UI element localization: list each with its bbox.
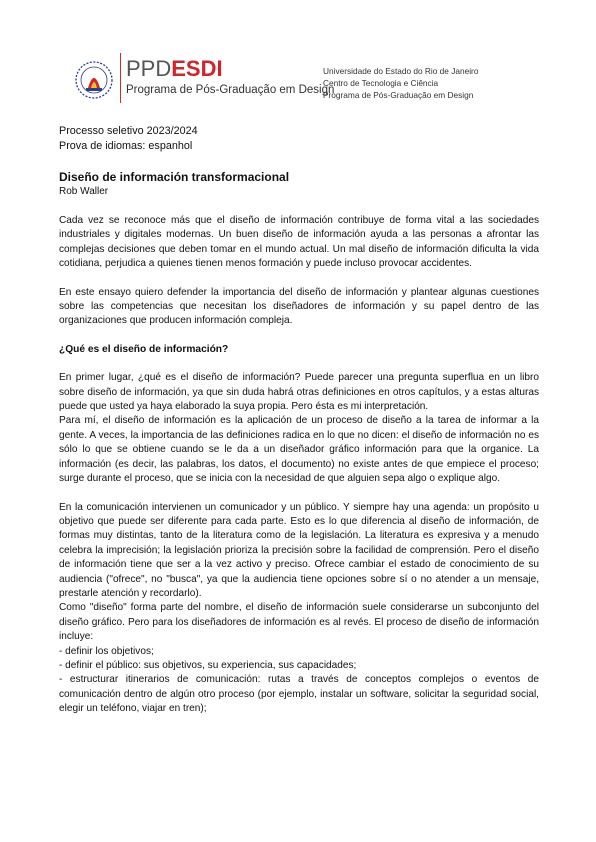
list-item: - definir el público: sus objetivos, su experiencia, sus capacidades; [59,659,357,671]
exam-process-line: Processo seletivo 2023/2024 [59,125,198,137]
logo-text-esdi: ESDI [171,56,223,81]
exam-language-line: Prova de idiomas: espanhol [59,140,193,152]
university-seal-icon [74,58,114,102]
section-heading: ¿Qué es el diseño de información? [59,343,229,355]
body-paragraph: En este ensayo quiero defender la importancia del diseño de información y plantear algunas cuestiones sobre las competencias que necesitan los diseñadores de información y su papel dentro de las organizaciones que producen información compleja. [59,286,539,327]
list-item: - estructurar itinerarios de comunicación: rutas a través de conceptos complejos o eventos de comunicación dentro de algún otro proceso (por ejemplo, instalar un software, solicitar la seguridad social, elegir un teléfono, viajar en tren); [59,674,539,715]
institution-line: Centro de Tecnologia e Ciência [323,78,439,88]
document-body [59,124,539,717]
program-logo [126,57,223,81]
body-paragraph: En primer lugar, ¿qué es el diseño de información? Puede parecer una pregunta superflua en un libro sobre diseño de información, ya que sin duda habrá otras definiciones en otros capítulos, y a estas alturas puede que usted ya haya elaborado la suya propia. Pero ésta es mi interpretación. [59,372,539,413]
program-tagline: Programa de Pós-Graduação em Design [126,84,335,96]
article-author: Rob Waller [59,186,109,197]
body-paragraph: En la comunicación intervienen un comunicador y un público. Y siempre hay una agenda: un propósito u objetivo que puede ser diferente para cada parte. Esto es lo que diferencia al diseño de información, de formas muy distintas, tanto de la literatura como de la legislación. La literatura es expresiva y a menudo celebra la imprecisión; la legislación prioriza la precisión sobre la facilidad de comprensión. Pero el diseño de información tiene que ser a la vez activo y preciso. Ofrece cambiar el estado de conocimiento de su audiencia ("ofrece", no "busca", ya que la audiencia tiene opciones sobre sí o no atender a un mensaje, prestarle atención y recordarlo). [59,501,539,599]
list-item: - definir los objetivos; [59,645,154,657]
institution-block [323,65,478,101]
body-paragraph: Para mí, el diseño de información es la aplicación de un proceso de diseño a la tarea de informar a la gente. A veces, la importancia de las definiciones radica en lo que no dicen: el diseño de información no es sólo lo que se obtiene cuando se le da a un diseñador gráfico información para que la organice. La información (es decir, las palabras, los datos, el documento) no existe antes de que empiece el proceso; surge durante el proceso, que se inicia con la necesidad de que alguien sepa algo o explique algo. [59,415,539,485]
institution-line: Programa de Pós-Graduação em Design [323,90,474,100]
logo-text-pp: PPD [126,56,172,81]
body-paragraph: Como "diseño" forma parte del nombre, el diseño de información suele considerarse un subconjunto del diseño gráfico. Pero para los diseñadores de información es al revés. El proceso de diseño de información incluye: [59,602,539,643]
header-divider [120,53,121,103]
page-header [0,0,596,110]
article-title: Diseño de información transformacional [59,170,290,184]
body-paragraph: Cada vez se reconoce más que el diseño de información contribuye de forma vital a las sociedades industriales y digitales modernas. Un buen diseño de información ayuda a las personas a afrontar las complejas decisiones que deben tomar en el mundo actual. Un mal diseño de información dificulta la vida cotidiana, perjudica a quienes tienen menos formación y puede incluso provocar accidentes. [59,215,539,270]
institution-line: Universidade do Estado do Rio de Janeiro [323,66,479,76]
